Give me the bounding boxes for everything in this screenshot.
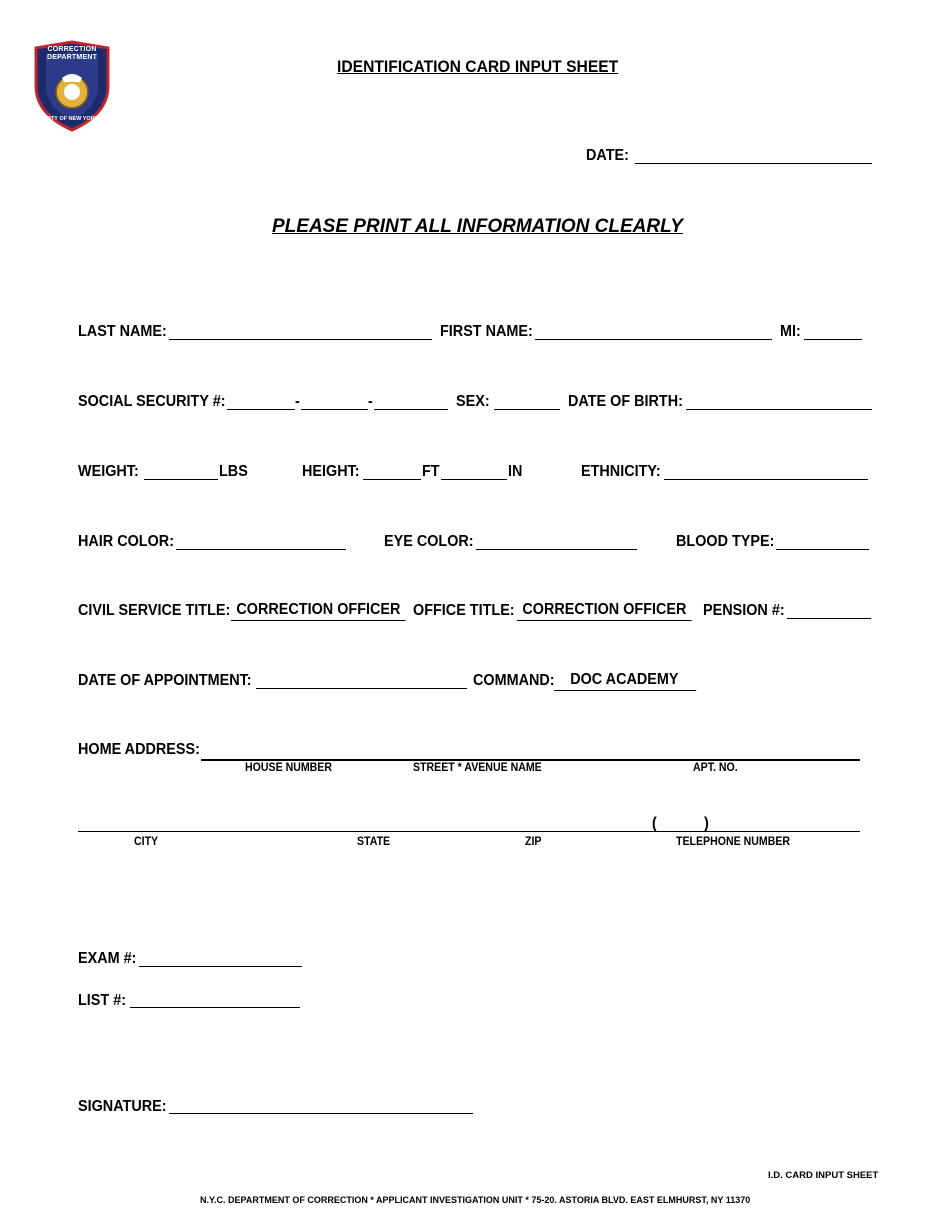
ssn-part3-field[interactable] [374, 409, 448, 410]
state-caption: STATE [357, 836, 391, 848]
blood-type-field[interactable] [776, 549, 869, 550]
home-address-field[interactable] [201, 759, 860, 761]
phone-paren-close: ) [704, 815, 709, 832]
list-label: LIST #: [78, 992, 127, 1009]
apt-caption: APT. NO. [693, 762, 738, 774]
phone-paren-open: ( [652, 815, 657, 832]
weight-field[interactable] [144, 479, 218, 480]
department-logo [32, 40, 112, 132]
signature-label: SIGNATURE: [78, 1098, 167, 1115]
pension-field[interactable] [787, 618, 871, 619]
page-title: IDENTIFICATION CARD INPUT SHEET [337, 57, 619, 76]
in-label: IN [508, 463, 523, 480]
last-name-label: LAST NAME: [78, 323, 167, 340]
date-field[interactable] [635, 163, 872, 164]
zip-caption: ZIP [525, 836, 542, 848]
hair-color-field[interactable] [176, 549, 346, 550]
mi-label: MI: [780, 323, 801, 340]
ft-label: FT [422, 463, 440, 480]
street-caption: STREET * AVENUE NAME [413, 762, 542, 774]
height-inches-field[interactable] [441, 479, 507, 480]
dob-label: DATE OF BIRTH: [568, 393, 683, 410]
date-label: DATE: [586, 147, 629, 164]
list-field[interactable] [130, 1007, 300, 1008]
exam-label: EXAM #: [78, 950, 137, 967]
first-name-label: FIRST NAME: [440, 323, 533, 340]
civil-service-title-value[interactable]: CORRECTION OFFICER [231, 601, 406, 621]
city-state-zip-phone-field[interactable] [78, 831, 860, 832]
department-address-footer: N.Y.C. DEPARTMENT OF CORRECTION * APPLICANT INVESTIGATION UNIT * 75-20. ASTORIA BLVD. EAST ELMHURST, NY 11370 [200, 1195, 751, 1205]
form-name-footer: I.D. CARD INPUT SHEET [768, 1170, 879, 1181]
ssn-dash-2: - [368, 393, 373, 410]
date-of-appointment-label: DATE OF APPOINTMENT: [78, 672, 252, 689]
pension-label: PENSION #: [703, 602, 785, 619]
telephone-caption: TELEPHONE NUMBER [676, 836, 791, 848]
ssn-part1-field[interactable] [227, 409, 295, 410]
first-name-field[interactable] [535, 339, 772, 340]
command-label: COMMAND: [473, 672, 555, 689]
ssn-part2-field[interactable] [301, 409, 368, 410]
ssn-dash-1: - [295, 393, 300, 410]
sex-label: SEX: [456, 393, 490, 410]
height-label: HEIGHT: [302, 463, 360, 480]
office-title-label: OFFICE TITLE: [413, 602, 515, 619]
eye-color-field[interactable] [476, 549, 637, 550]
last-name-field[interactable] [169, 339, 432, 340]
height-feet-field[interactable] [363, 479, 421, 480]
city-caption: CITY [134, 836, 159, 848]
logo-text-top: CORRECTION DEPARTMENT [46, 46, 98, 61]
sex-field[interactable] [494, 409, 560, 410]
ethnicity-label: ETHNICITY: [581, 463, 661, 480]
logo-text-bottom: CITY OF NEW YORK [45, 116, 99, 122]
hair-color-label: HAIR COLOR: [78, 533, 174, 550]
office-title-value[interactable]: CORRECTION OFFICER [517, 601, 692, 621]
home-address-label: HOME ADDRESS: [78, 741, 200, 758]
date-of-appointment-field[interactable] [256, 688, 467, 689]
print-clearly-notice: PLEASE PRINT ALL INFORMATION CLEARLY [272, 216, 683, 237]
ethnicity-field[interactable] [664, 479, 868, 480]
eye-color-label: EYE COLOR: [384, 533, 474, 550]
command-value[interactable]: DOC ACADEMY [554, 671, 696, 691]
signature-field[interactable] [169, 1113, 473, 1114]
mi-field[interactable] [804, 339, 862, 340]
lbs-label: LBS [219, 463, 248, 480]
ssn-label: SOCIAL SECURITY #: [78, 393, 226, 410]
blood-type-label: BLOOD TYPE: [676, 533, 775, 550]
exam-field[interactable] [139, 966, 302, 967]
civil-service-title-label: CIVIL SERVICE TITLE: [78, 602, 231, 619]
dob-field[interactable] [686, 409, 872, 410]
house-number-caption: HOUSE NUMBER [245, 762, 332, 774]
weight-label: WEIGHT: [78, 463, 139, 480]
